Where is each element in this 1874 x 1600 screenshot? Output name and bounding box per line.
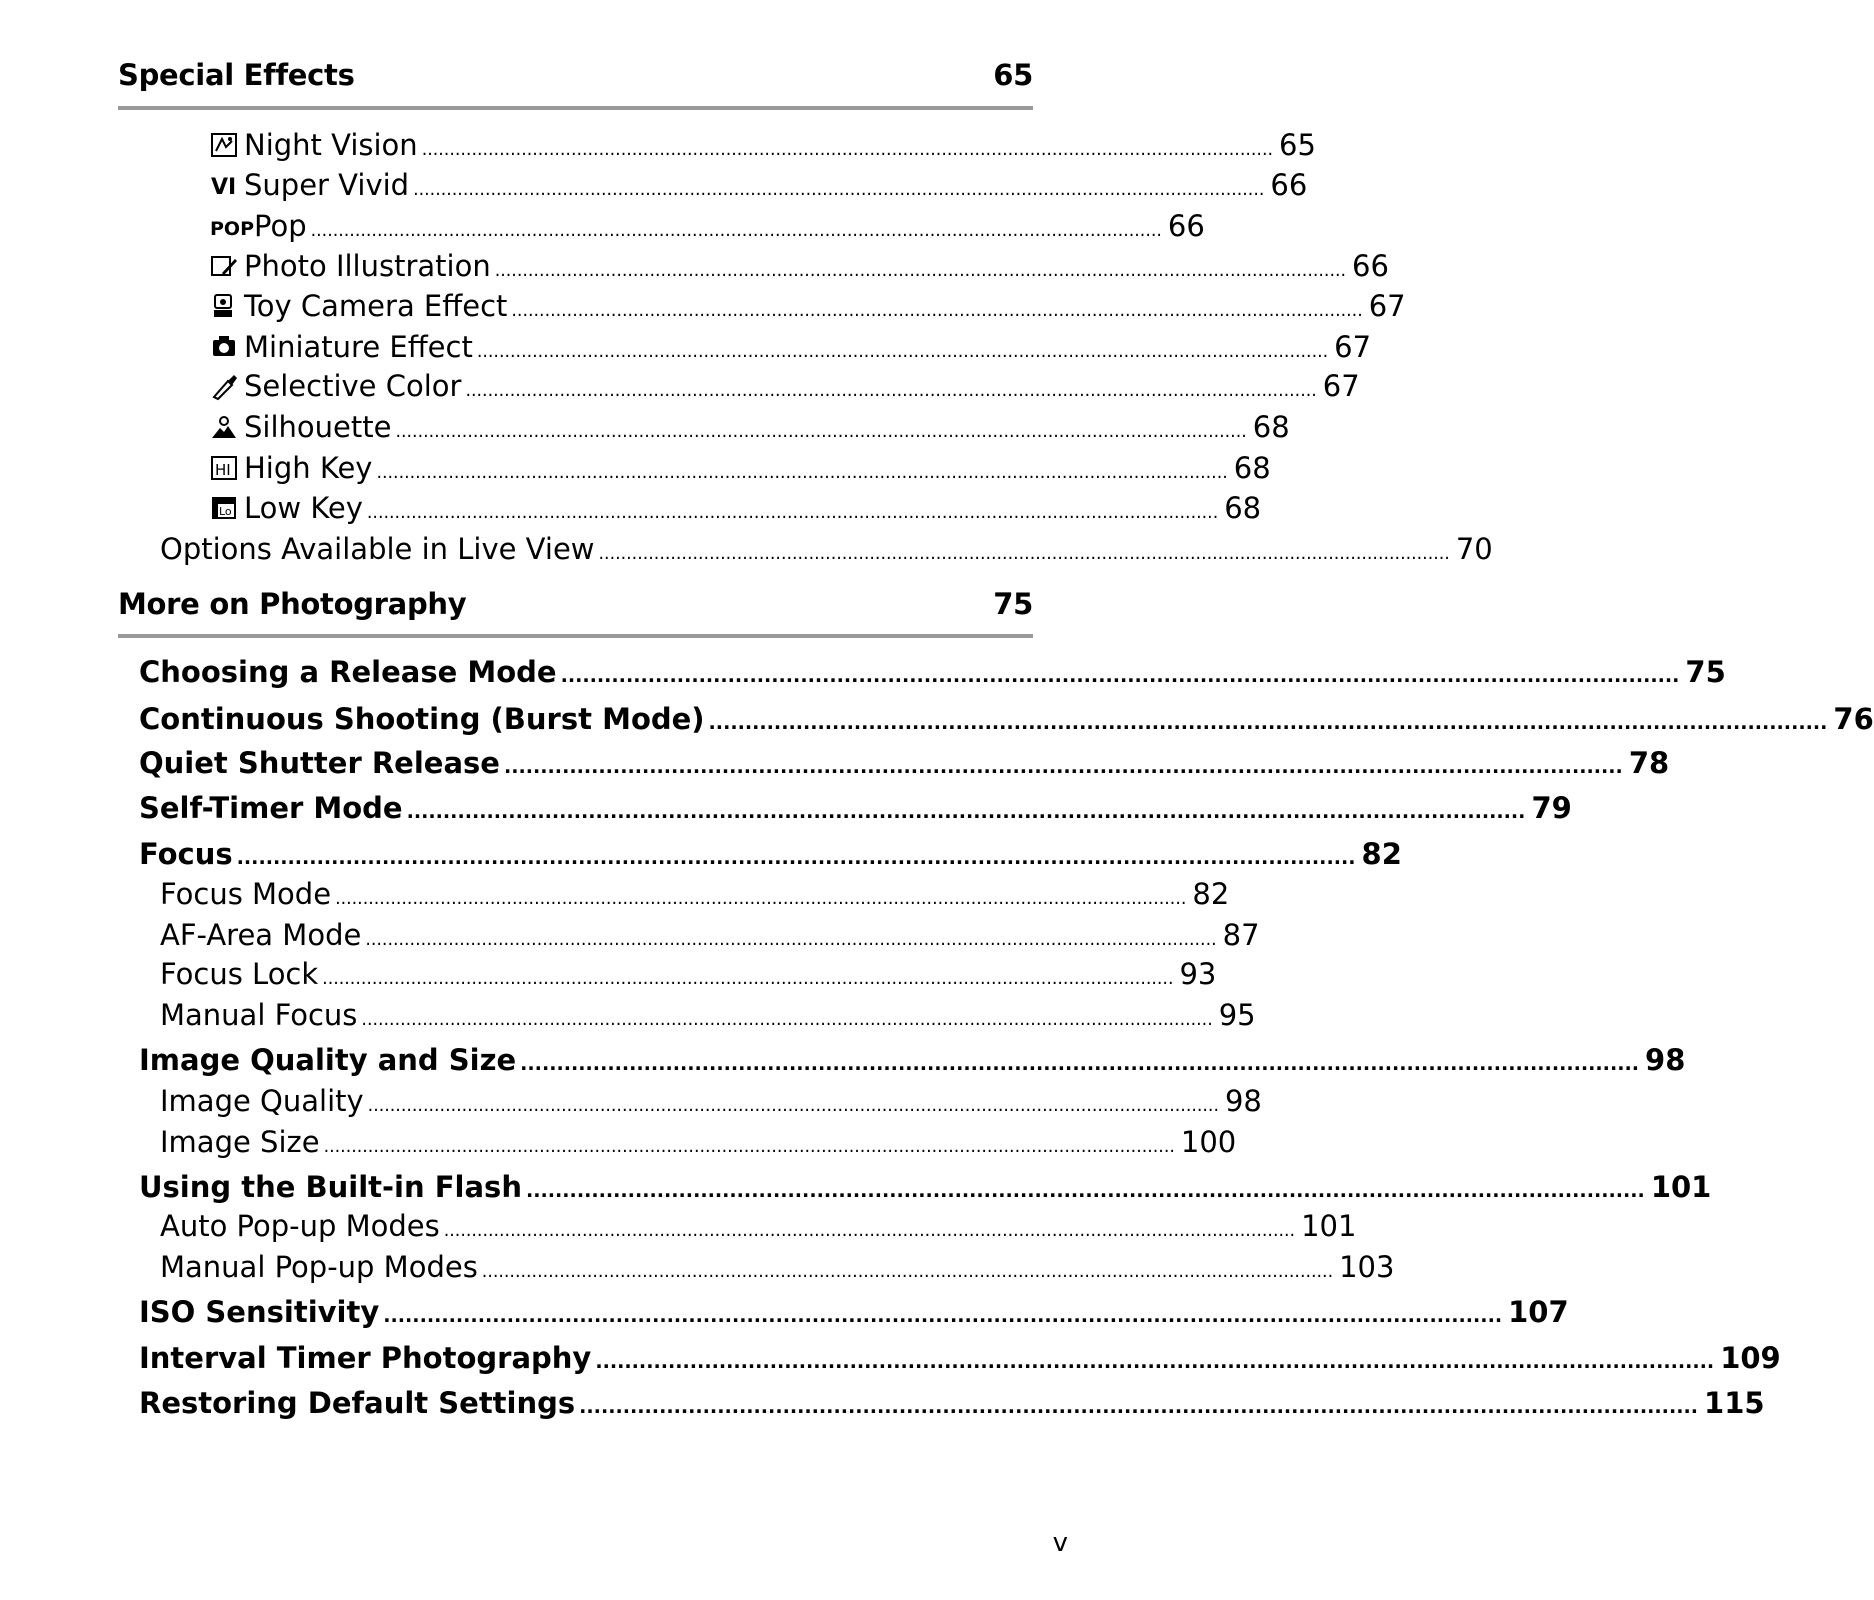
dot-leader: .......................................................................................................................................................... xyxy=(365,930,1217,950)
section-heading-more-on-photography[interactable] xyxy=(118,587,1033,621)
entry-label: Night Vision xyxy=(244,128,418,162)
svg-text:POP: POP xyxy=(210,218,255,240)
entry-page: 70 xyxy=(1455,532,1493,566)
entry-page: 67 xyxy=(1322,369,1360,403)
dot-leader: .......................................................................................................................................................... xyxy=(476,342,1329,362)
dot-leader: .......................................................................................................................................................... xyxy=(465,381,1317,401)
toc-entry-pop[interactable] xyxy=(210,209,1205,243)
entry-label: Focus Lock xyxy=(160,957,319,991)
dot-leader: .......................................................................................................................................................... xyxy=(406,800,1526,823)
dot-leader: .......................................................................................................................................................... xyxy=(376,463,1228,483)
toc-entry-manual-focus[interactable] xyxy=(160,998,1256,1032)
entry-page: 65 xyxy=(1279,128,1316,162)
toc-entry-super-vivid[interactable] xyxy=(210,168,1308,202)
toc-entry-focus-lock[interactable] xyxy=(160,957,1217,991)
entry-label: Focus Mode xyxy=(160,877,332,911)
toc-entry-built-in-flash[interactable] xyxy=(139,1170,1712,1204)
dot-leader: .......................................................................................................................................................... xyxy=(708,711,1828,734)
entry-page: 76 xyxy=(1833,702,1874,736)
dot-leader: .......................................................................................................................................................... xyxy=(494,261,1347,281)
entry-page: 98 xyxy=(1645,1043,1686,1077)
entry-page: 101 xyxy=(1650,1170,1712,1204)
entry-label: Auto Pop-up Modes xyxy=(160,1209,440,1243)
dot-leader: .......................................................................................................................................................... xyxy=(335,889,1187,909)
section-page: 65 xyxy=(993,58,1033,92)
entry-label: Focus xyxy=(139,837,233,871)
entry-page: 68 xyxy=(1224,491,1262,525)
dot-leader: .......................................................................................................................................................... xyxy=(595,1350,1715,1373)
entry-page: 107 xyxy=(1508,1295,1569,1329)
svg-text:HI: HI xyxy=(215,461,231,479)
entry-label: ISO Sensitivity xyxy=(139,1295,380,1329)
toc-entry-self-timer-mode[interactable] xyxy=(139,791,1572,825)
toc-entry-af-area-mode[interactable] xyxy=(160,918,1260,952)
entry-page: 66 xyxy=(1270,168,1308,202)
entry-label: Image Quality and Size xyxy=(139,1043,517,1077)
entry-page: 66 xyxy=(1352,249,1389,283)
toc-entry-restoring-defaults[interactable] xyxy=(139,1386,1765,1420)
toc-entry-interval-timer[interactable] xyxy=(139,1341,1781,1375)
entry-page: 75 xyxy=(1685,655,1726,689)
toc-entry-photo-illustration[interactable] xyxy=(210,249,1389,283)
toc-entry-selective-color[interactable] xyxy=(210,369,1360,403)
section-divider xyxy=(118,634,1033,638)
entry-page: 82 xyxy=(1361,837,1402,871)
dot-leader: .......................................................................................................................................................... xyxy=(366,503,1219,523)
entry-page: 98 xyxy=(1224,1084,1262,1118)
entry-label: Restoring Default Settings xyxy=(139,1386,576,1420)
dot-leader: .......................................................................................................................................................... xyxy=(395,422,1247,442)
selective-color-icon xyxy=(210,373,238,399)
entry-label: Continuous Shooting (Burst Mode) xyxy=(139,702,705,736)
entry-page: 93 xyxy=(1179,957,1217,991)
entry-page: 95 xyxy=(1218,998,1256,1032)
super-vivid-icon xyxy=(210,172,238,198)
dot-leader: .......................................................................................................................................................... xyxy=(421,140,1273,160)
toc-entry-manual-pop-up-modes[interactable] xyxy=(160,1250,1395,1284)
toc-entry-focus[interactable] xyxy=(139,837,1402,871)
toc-entry-choosing-release-mode[interactable] xyxy=(139,655,1726,689)
entry-label: Manual Focus xyxy=(160,998,358,1032)
dot-leader: .......................................................................................................................................................... xyxy=(383,1304,1503,1327)
entry-page: 101 xyxy=(1301,1209,1357,1243)
entry-label: Image Quality xyxy=(160,1084,364,1118)
entry-label: Manual Pop-up Modes xyxy=(160,1250,478,1284)
section-title: More on Photography xyxy=(118,587,467,621)
dot-leader: .......................................................................................................................................................... xyxy=(310,221,1162,241)
entry-label: Miniature Effect xyxy=(244,330,473,364)
dot-leader: .......................................................................................................................................................... xyxy=(236,846,1356,869)
dot-leader: .......................................................................................................................................................... xyxy=(481,1262,1334,1282)
entry-page: 67 xyxy=(1334,330,1372,364)
entry-label: Options Available in Live View xyxy=(160,532,595,566)
entry-label: Interval Timer Photography xyxy=(139,1341,592,1375)
photo-illustration-icon xyxy=(210,253,238,279)
toc-entry-miniature[interactable] xyxy=(210,330,1372,364)
section-heading-special-effects[interactable] xyxy=(118,58,1033,92)
dot-leader: .......................................................................................................................................................... xyxy=(413,180,1265,200)
dot-leader: .......................................................................................................................................................... xyxy=(511,301,1363,321)
entry-label: Low Key xyxy=(244,491,363,525)
toc-entry-high-key[interactable] xyxy=(210,451,1271,485)
toc-entry-quiet-shutter-release[interactable] xyxy=(139,746,1670,780)
dot-leader: .......................................................................................................................................................... xyxy=(323,1137,1175,1157)
toc-entry-focus-mode[interactable] xyxy=(160,877,1230,911)
night-vision-icon xyxy=(210,132,238,158)
entry-page: 66 xyxy=(1167,209,1205,243)
entry-page: 103 xyxy=(1339,1250,1395,1284)
pop-icon xyxy=(210,213,255,240)
dot-leader: .......................................................................................................................................................... xyxy=(367,1096,1219,1116)
dot-leader: .......................................................................................................................................................... xyxy=(598,544,1450,564)
entry-page: 100 xyxy=(1180,1125,1237,1159)
entry-label: Photo Illustration xyxy=(244,249,491,283)
dot-leader: .......................................................................................................................................................... xyxy=(579,1395,1699,1418)
entry-label: Silhouette xyxy=(244,410,392,444)
entry-page: 67 xyxy=(1368,289,1406,323)
entry-page: 68 xyxy=(1252,410,1290,444)
dot-leader: .......................................................................................................................................................... xyxy=(322,969,1174,989)
toc-entry-live-view-options[interactable] xyxy=(160,532,1493,566)
entry-page: 109 xyxy=(1720,1341,1781,1375)
svg-text:Lo: Lo xyxy=(219,505,232,518)
toc-entry-iso-sensitivity[interactable] xyxy=(139,1295,1569,1329)
entry-page: 79 xyxy=(1531,791,1572,825)
dot-leader: .......................................................................................................................................................... xyxy=(503,755,1623,778)
entry-page: 68 xyxy=(1233,451,1271,485)
entry-label: Selective Color xyxy=(244,369,462,403)
entry-label: Pop xyxy=(254,209,307,243)
entry-label: Toy Camera Effect xyxy=(244,289,508,323)
page-number: v xyxy=(1052,1528,1068,1558)
toc-entry-night-vision[interactable] xyxy=(210,128,1316,162)
miniature-icon xyxy=(210,334,238,360)
entry-label: Using the Built-in Flash xyxy=(139,1170,522,1204)
entry-page: 78 xyxy=(1628,746,1670,780)
toc-entry-low-key[interactable] xyxy=(210,491,1262,525)
entry-label: Self-Timer Mode xyxy=(139,791,403,825)
toc-entry-image-size[interactable] xyxy=(160,1125,1237,1159)
svg-text:VI: VI xyxy=(211,175,237,200)
dot-leader: .......................................................................................................................................................... xyxy=(560,664,1680,687)
entry-label: High Key xyxy=(244,451,373,485)
dot-leader: .......................................................................................................................................................... xyxy=(520,1052,1640,1075)
dot-leader: .......................................................................................................................................................... xyxy=(525,1179,1645,1202)
entry-label: Choosing a Release Mode xyxy=(139,655,557,689)
section-divider xyxy=(118,106,1033,110)
entry-label: Super Vivid xyxy=(244,168,410,202)
dot-leader: .......................................................................................................................................................... xyxy=(361,1010,1213,1030)
toc-entry-auto-pop-up-modes[interactable] xyxy=(160,1209,1357,1243)
entry-page: 87 xyxy=(1222,918,1260,952)
silhouette-icon xyxy=(210,414,238,440)
dot-leader: .......................................................................................................................................................... xyxy=(443,1221,1296,1241)
section-page: 75 xyxy=(993,587,1033,621)
toc-entry-continuous-shooting[interactable] xyxy=(139,702,1874,736)
toc-entry-silhouette[interactable] xyxy=(210,410,1290,444)
entry-label: Quiet Shutter Release xyxy=(139,746,500,780)
entry-page: 115 xyxy=(1704,1386,1765,1420)
low-key-icon xyxy=(210,495,238,521)
toc-entry-image-quality-and-size[interactable] xyxy=(139,1043,1686,1077)
high-key-icon xyxy=(210,455,238,481)
entry-label: AF-Area Mode xyxy=(160,918,362,952)
toc-entry-toy-camera[interactable] xyxy=(210,289,1406,323)
toc-entry-image-quality[interactable] xyxy=(160,1084,1262,1118)
toy-camera-icon xyxy=(210,293,238,319)
section-title: Special Effects xyxy=(118,58,355,92)
entry-page: 82 xyxy=(1192,877,1230,911)
entry-label: Image Size xyxy=(160,1125,320,1159)
